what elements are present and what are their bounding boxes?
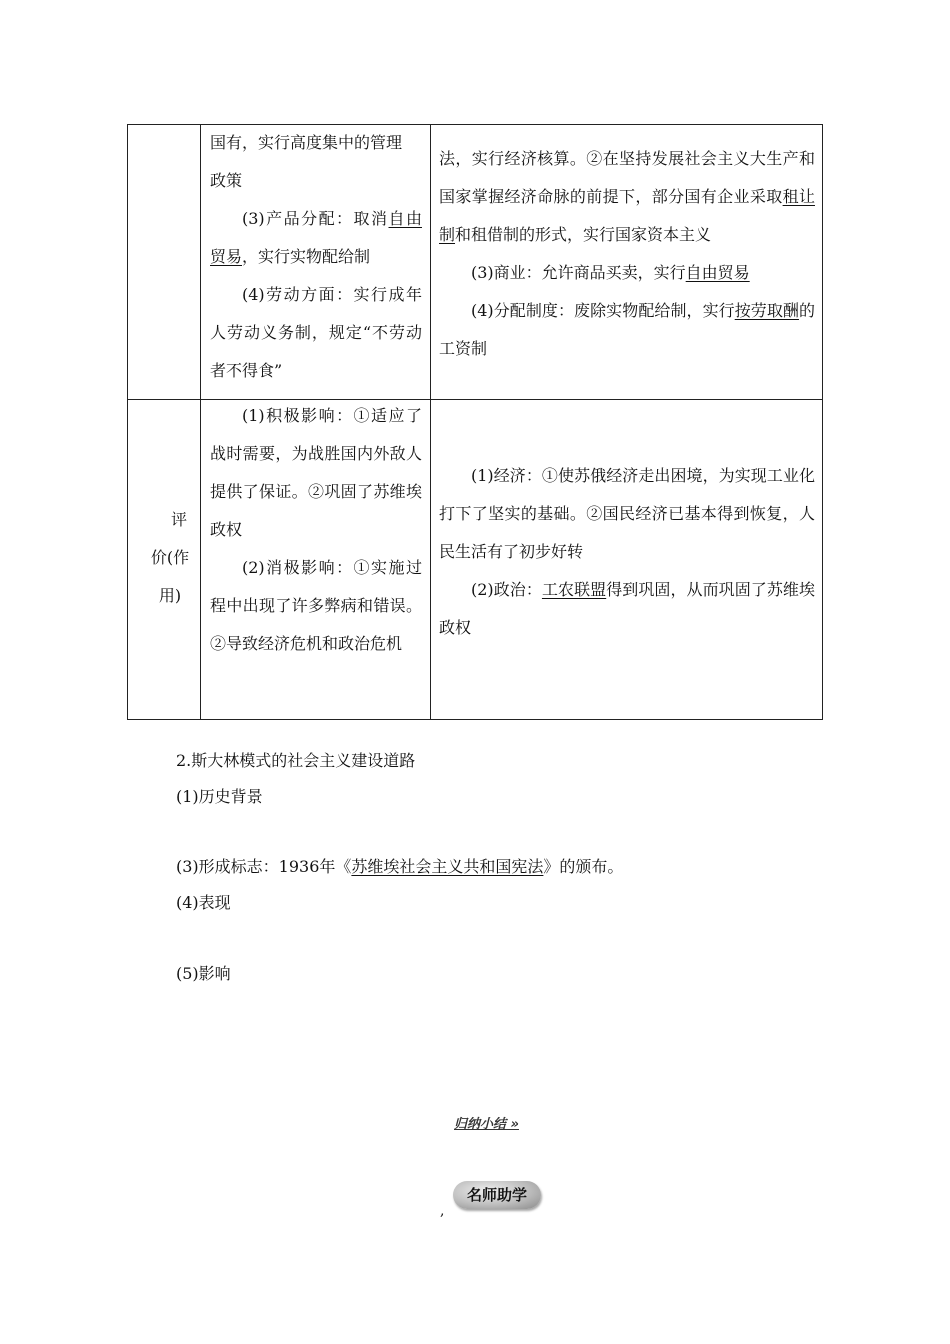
stray-comma: ,	[440, 1203, 445, 1219]
row2-label-line1: 评	[170, 510, 187, 529]
row2-left-p2: (2)消极影响：①实施过程中出现了许多弊病和错误。②导致经济危机和政治危机	[210, 558, 422, 653]
section2-item3: (3)形成标志：1936年《苏维埃社会主义共和国宪法》的颁布。	[176, 857, 624, 876]
section2-item5: (5)影响	[176, 964, 231, 983]
row2-right-cell	[439, 457, 815, 647]
row1-left-line2: 政策	[210, 171, 243, 190]
row1-left-p3: (3)产品分配：取消自由贸易，实行实物配给制	[210, 209, 422, 266]
row1-right-p4: (4)分配制度：废除实物配给制，实行按劳取酬的工资制	[439, 301, 815, 358]
row1-right-cell	[439, 140, 815, 368]
row2-left-p1: (1)积极影响：①适应了战时需要，为战胜国内外敌人提供了保证。②巩固了苏维埃政权	[210, 406, 422, 539]
row2-label-line3: 用)	[158, 586, 182, 605]
section2-item4: (4)表现	[176, 893, 231, 912]
row2-right-p2: (2)政治：工农联盟得到巩固，从而巩固了苏维埃政权	[439, 580, 815, 637]
row1-right-p3: (3)商业：允许商品买卖，实行自由贸易	[471, 263, 750, 282]
column-divider-2	[430, 125, 431, 719]
section2-title: 2.斯大林模式的社会主义建设道路	[176, 751, 416, 770]
section2-item1: (1)历史背景	[176, 787, 263, 806]
row2-left-cell	[210, 397, 422, 663]
row1-left-line1: 国有，实行高度集中的管理	[210, 133, 403, 152]
column-divider-1	[200, 125, 201, 719]
row1-right-p1: 法，实行经济核算。②在坚持发展社会主义大生产和国家掌握经济命脉的前提下，部分国有企业采取租让制和租借制的形式，实行国家资本主义	[439, 149, 815, 244]
row1-left-p4: (4)劳动方面：实行成年人劳动义务制，规定“不劳动者不得食”	[210, 285, 422, 380]
tutor-badge: 名师助学	[453, 1181, 541, 1209]
summary-label: 归纳小结 »	[454, 1117, 519, 1132]
row2-label-cell	[140, 501, 200, 615]
row2-right-p1: (1)经济：①使苏俄经济走出困境，为实现工业化打下了坚实的基础。②国民经济已基本得到恢复，人民生活有了初步好转	[439, 466, 815, 561]
content-table	[127, 124, 823, 720]
row2-label-line2: 价(作	[150, 548, 190, 567]
row1-left-cell	[210, 124, 422, 390]
